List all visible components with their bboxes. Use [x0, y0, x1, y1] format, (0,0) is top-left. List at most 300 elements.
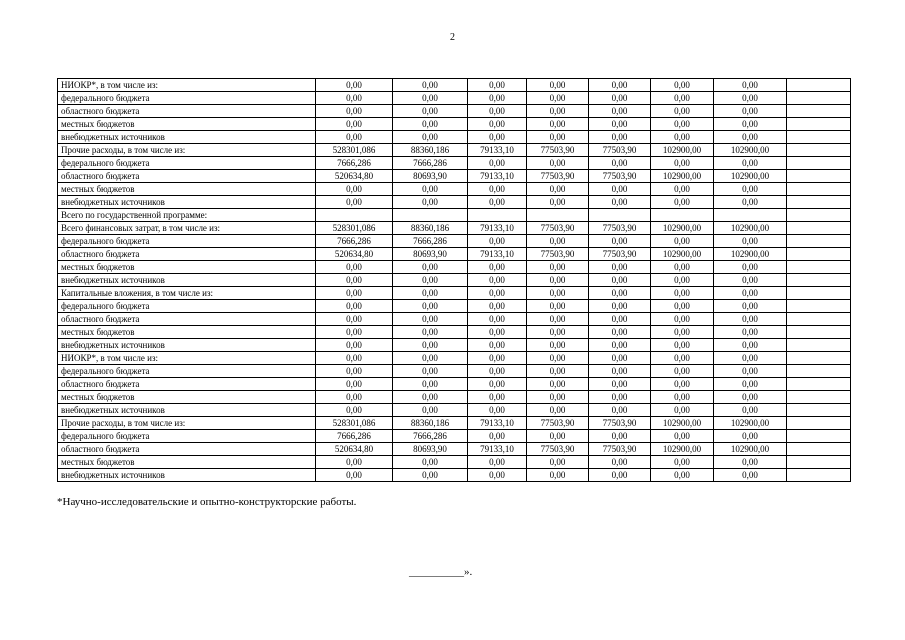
value-cell: 520634,80 — [316, 248, 393, 261]
value-cell: 7666,286 — [393, 235, 468, 248]
table-row — [58, 430, 851, 443]
value-cell: 102900,00 — [651, 170, 714, 183]
value-cell: 0,00 — [589, 196, 651, 209]
table-row — [58, 248, 851, 261]
row-label: местных бюджетов — [58, 456, 316, 469]
empty-cell — [787, 287, 851, 300]
value-cell: 0,00 — [714, 261, 787, 274]
value-cell — [393, 209, 468, 222]
value-cell: 0,00 — [468, 79, 527, 92]
value-cell: 0,00 — [589, 339, 651, 352]
value-cell: 77503,90 — [589, 144, 651, 157]
row-label: областного бюджета — [58, 170, 316, 183]
value-cell: 77503,90 — [527, 170, 589, 183]
value-cell: 0,00 — [589, 118, 651, 131]
table-row — [58, 144, 851, 157]
value-cell: 79133,10 — [468, 443, 527, 456]
row-label: НИОКР*, в том числе из: — [58, 352, 316, 365]
row-label: местных бюджетов — [58, 326, 316, 339]
value-cell: 0,00 — [589, 469, 651, 482]
value-cell: 0,00 — [651, 404, 714, 417]
empty-cell — [787, 92, 851, 105]
empty-cell — [787, 404, 851, 417]
value-cell: 0,00 — [589, 391, 651, 404]
table-row — [58, 300, 851, 313]
value-cell: 0,00 — [714, 378, 787, 391]
value-cell: 0,00 — [589, 235, 651, 248]
value-cell: 0,00 — [316, 274, 393, 287]
empty-cell — [787, 469, 851, 482]
table-row — [58, 118, 851, 131]
row-label: внебюджетных источников — [58, 469, 316, 482]
value-cell: 0,00 — [316, 326, 393, 339]
section-label: Всего по государственной программе: — [58, 209, 316, 222]
value-cell: 0,00 — [393, 287, 468, 300]
value-cell: 0,00 — [651, 157, 714, 170]
value-cell: 77503,90 — [527, 417, 589, 430]
value-cell: 77503,90 — [527, 248, 589, 261]
empty-cell — [787, 378, 851, 391]
value-cell: 0,00 — [527, 326, 589, 339]
value-cell: 0,00 — [651, 261, 714, 274]
value-cell: 0,00 — [393, 196, 468, 209]
empty-cell — [787, 274, 851, 287]
value-cell: 0,00 — [589, 365, 651, 378]
value-cell: 0,00 — [393, 261, 468, 274]
row-label: федерального бюджета — [58, 365, 316, 378]
value-cell: 0,00 — [589, 79, 651, 92]
value-cell: 102900,00 — [651, 248, 714, 261]
value-cell: 0,00 — [316, 365, 393, 378]
footnote: *Научно-исследовательские и опытно-конструкторские работы. — [57, 496, 357, 508]
value-cell: 0,00 — [651, 235, 714, 248]
value-cell: 520634,80 — [316, 170, 393, 183]
value-cell: 0,00 — [393, 391, 468, 404]
empty-cell — [787, 300, 851, 313]
value-cell: 77503,90 — [589, 417, 651, 430]
value-cell: 0,00 — [468, 183, 527, 196]
value-cell: 0,00 — [714, 430, 787, 443]
value-cell: 0,00 — [316, 339, 393, 352]
row-label: внебюджетных источников — [58, 404, 316, 417]
value-cell: 77503,90 — [589, 248, 651, 261]
row-label: Прочие расходы, в том числе из: — [58, 144, 316, 157]
value-cell: 0,00 — [527, 131, 589, 144]
value-cell: 0,00 — [714, 131, 787, 144]
value-cell: 0,00 — [468, 118, 527, 131]
row-label: федерального бюджета — [58, 235, 316, 248]
empty-cell — [787, 352, 851, 365]
value-cell: 0,00 — [316, 352, 393, 365]
value-cell: 0,00 — [468, 469, 527, 482]
value-cell: 0,00 — [651, 456, 714, 469]
row-label: местных бюджетов — [58, 183, 316, 196]
value-cell: 102900,00 — [714, 443, 787, 456]
value-cell: 0,00 — [714, 339, 787, 352]
value-cell: 0,00 — [393, 456, 468, 469]
value-cell: 79133,10 — [468, 222, 527, 235]
table-row — [58, 222, 851, 235]
value-cell: 0,00 — [651, 469, 714, 482]
row-label: федерального бюджета — [58, 300, 316, 313]
value-cell: 0,00 — [393, 339, 468, 352]
table-row — [58, 456, 851, 469]
value-cell: 102900,00 — [714, 222, 787, 235]
empty-cell — [787, 183, 851, 196]
row-label: Прочие расходы, в том числе из: — [58, 417, 316, 430]
table-row — [58, 105, 851, 118]
value-cell: 0,00 — [468, 430, 527, 443]
row-label: НИОКР*, в том числе из: — [58, 79, 316, 92]
row-label: федерального бюджета — [58, 92, 316, 105]
empty-cell — [787, 430, 851, 443]
closing-mark: __________». — [409, 566, 473, 578]
value-cell: 0,00 — [316, 404, 393, 417]
value-cell: 0,00 — [589, 352, 651, 365]
value-cell: 0,00 — [468, 300, 527, 313]
empty-cell — [787, 235, 851, 248]
value-cell: 7666,286 — [316, 157, 393, 170]
table-row — [58, 183, 851, 196]
empty-cell — [787, 456, 851, 469]
row-label: внебюджетных источников — [58, 196, 316, 209]
value-cell: 0,00 — [651, 196, 714, 209]
table-row — [58, 404, 851, 417]
value-cell: 0,00 — [527, 118, 589, 131]
table-section-row — [58, 209, 851, 222]
value-cell: 0,00 — [393, 92, 468, 105]
value-cell: 0,00 — [393, 105, 468, 118]
value-cell: 0,00 — [393, 131, 468, 144]
table-row — [58, 274, 851, 287]
value-cell: 0,00 — [651, 391, 714, 404]
value-cell: 0,00 — [393, 118, 468, 131]
table-row — [58, 313, 851, 326]
value-cell: 0,00 — [316, 287, 393, 300]
empty-cell — [787, 170, 851, 183]
budget-table — [57, 78, 851, 482]
value-cell: 102900,00 — [714, 170, 787, 183]
value-cell: 77503,90 — [527, 144, 589, 157]
row-label: областного бюджета — [58, 248, 316, 261]
value-cell: 0,00 — [316, 456, 393, 469]
value-cell: 7666,286 — [316, 430, 393, 443]
table-row — [58, 443, 851, 456]
empty-cell — [787, 131, 851, 144]
value-cell: 0,00 — [316, 378, 393, 391]
value-cell: 0,00 — [316, 313, 393, 326]
value-cell: 0,00 — [393, 183, 468, 196]
value-cell: 0,00 — [393, 326, 468, 339]
value-cell: 0,00 — [527, 79, 589, 92]
value-cell: 0,00 — [468, 326, 527, 339]
table-row — [58, 365, 851, 378]
value-cell: 0,00 — [714, 235, 787, 248]
empty-cell — [787, 196, 851, 209]
value-cell: 528301,086 — [316, 417, 393, 430]
value-cell — [468, 209, 527, 222]
value-cell: 0,00 — [468, 261, 527, 274]
table-row — [58, 261, 851, 274]
value-cell: 0,00 — [651, 79, 714, 92]
value-cell: 0,00 — [714, 157, 787, 170]
value-cell: 0,00 — [714, 92, 787, 105]
value-cell: 88360,186 — [393, 417, 468, 430]
value-cell: 0,00 — [468, 404, 527, 417]
value-cell: 0,00 — [468, 196, 527, 209]
value-cell: 0,00 — [651, 430, 714, 443]
value-cell: 0,00 — [589, 105, 651, 118]
value-cell: 528301,086 — [316, 144, 393, 157]
value-cell: 0,00 — [316, 131, 393, 144]
value-cell: 0,00 — [714, 404, 787, 417]
value-cell: 0,00 — [589, 300, 651, 313]
value-cell: 0,00 — [316, 300, 393, 313]
value-cell: 0,00 — [714, 183, 787, 196]
value-cell: 0,00 — [714, 79, 787, 92]
value-cell: 0,00 — [589, 378, 651, 391]
table-row — [58, 469, 851, 482]
value-cell: 0,00 — [468, 157, 527, 170]
value-cell: 0,00 — [651, 352, 714, 365]
empty-cell — [787, 157, 851, 170]
value-cell: 0,00 — [714, 274, 787, 287]
value-cell: 102900,00 — [714, 417, 787, 430]
empty-cell — [787, 365, 851, 378]
value-cell: 0,00 — [651, 300, 714, 313]
value-cell: 0,00 — [527, 391, 589, 404]
value-cell: 0,00 — [714, 469, 787, 482]
value-cell: 0,00 — [589, 326, 651, 339]
page-number: 2 — [450, 32, 455, 43]
value-cell: 0,00 — [714, 352, 787, 365]
value-cell: 0,00 — [468, 378, 527, 391]
value-cell: 0,00 — [393, 313, 468, 326]
table-row — [58, 235, 851, 248]
value-cell: 0,00 — [393, 404, 468, 417]
value-cell: 0,00 — [714, 326, 787, 339]
value-cell: 0,00 — [651, 326, 714, 339]
value-cell: 0,00 — [316, 469, 393, 482]
value-cell — [316, 209, 393, 222]
empty-cell — [787, 144, 851, 157]
value-cell: 0,00 — [714, 118, 787, 131]
table-row — [58, 391, 851, 404]
value-cell: 0,00 — [316, 105, 393, 118]
empty-cell — [787, 339, 851, 352]
row-label: внебюджетных источников — [58, 131, 316, 144]
value-cell: 0,00 — [393, 300, 468, 313]
value-cell: 0,00 — [589, 261, 651, 274]
value-cell: 0,00 — [468, 365, 527, 378]
value-cell: 0,00 — [651, 339, 714, 352]
value-cell: 80693,90 — [393, 248, 468, 261]
row-label: внебюджетных источников — [58, 339, 316, 352]
value-cell: 7666,286 — [393, 430, 468, 443]
value-cell: 0,00 — [393, 365, 468, 378]
empty-cell — [787, 222, 851, 235]
value-cell: 102900,00 — [651, 417, 714, 430]
value-cell: 0,00 — [714, 391, 787, 404]
budget-table-body — [58, 79, 851, 482]
value-cell: 80693,90 — [393, 170, 468, 183]
value-cell: 0,00 — [714, 105, 787, 118]
value-cell: 0,00 — [651, 92, 714, 105]
value-cell: 0,00 — [714, 456, 787, 469]
value-cell: 0,00 — [468, 105, 527, 118]
row-label: внебюджетных источников — [58, 274, 316, 287]
value-cell: 0,00 — [527, 274, 589, 287]
empty-cell — [787, 261, 851, 274]
value-cell: 0,00 — [589, 157, 651, 170]
value-cell: 0,00 — [714, 313, 787, 326]
value-cell: 0,00 — [527, 183, 589, 196]
row-label: областного бюджета — [58, 105, 316, 118]
value-cell: 0,00 — [527, 235, 589, 248]
row-label: областного бюджета — [58, 443, 316, 456]
empty-cell — [787, 209, 851, 222]
value-cell — [589, 209, 651, 222]
value-cell: 80693,90 — [393, 443, 468, 456]
empty-cell — [787, 326, 851, 339]
value-cell: 0,00 — [468, 287, 527, 300]
row-label: областного бюджета — [58, 313, 316, 326]
value-cell — [714, 209, 787, 222]
value-cell: 0,00 — [714, 287, 787, 300]
table-row — [58, 287, 851, 300]
empty-cell — [787, 248, 851, 261]
empty-cell — [787, 391, 851, 404]
table-row — [58, 92, 851, 105]
table-row — [58, 352, 851, 365]
value-cell: 0,00 — [468, 131, 527, 144]
table-row — [58, 131, 851, 144]
value-cell: 0,00 — [527, 378, 589, 391]
value-cell: 0,00 — [651, 105, 714, 118]
row-label: местных бюджетов — [58, 261, 316, 274]
value-cell: 77503,90 — [589, 443, 651, 456]
value-cell: 102900,00 — [651, 443, 714, 456]
value-cell: 0,00 — [468, 391, 527, 404]
value-cell: 102900,00 — [714, 248, 787, 261]
value-cell: 0,00 — [651, 183, 714, 196]
empty-cell — [787, 417, 851, 430]
value-cell: 0,00 — [316, 391, 393, 404]
value-cell: 77503,90 — [527, 222, 589, 235]
table-row — [58, 170, 851, 183]
value-cell: 0,00 — [468, 339, 527, 352]
value-cell: 0,00 — [589, 131, 651, 144]
value-cell: 77503,90 — [527, 443, 589, 456]
value-cell: 0,00 — [527, 365, 589, 378]
value-cell: 0,00 — [589, 404, 651, 417]
value-cell — [527, 209, 589, 222]
row-label: местных бюджетов — [58, 118, 316, 131]
value-cell: 0,00 — [316, 183, 393, 196]
value-cell: 0,00 — [527, 261, 589, 274]
value-cell: 0,00 — [527, 404, 589, 417]
value-cell: 88360,186 — [393, 144, 468, 157]
value-cell: 0,00 — [527, 157, 589, 170]
table-row — [58, 417, 851, 430]
value-cell: 0,00 — [393, 274, 468, 287]
value-cell: 0,00 — [651, 287, 714, 300]
value-cell: 0,00 — [527, 339, 589, 352]
empty-cell — [787, 313, 851, 326]
value-cell: 0,00 — [651, 365, 714, 378]
value-cell: 79133,10 — [468, 248, 527, 261]
value-cell: 77503,90 — [589, 170, 651, 183]
value-cell: 0,00 — [589, 183, 651, 196]
value-cell: 102900,00 — [651, 144, 714, 157]
value-cell: 0,00 — [527, 196, 589, 209]
value-cell: 79133,10 — [468, 170, 527, 183]
value-cell: 0,00 — [393, 352, 468, 365]
value-cell: 0,00 — [714, 196, 787, 209]
row-label: Капитальные вложения, в том числе из: — [58, 287, 316, 300]
value-cell: 0,00 — [316, 79, 393, 92]
value-cell: 0,00 — [527, 300, 589, 313]
value-cell: 79133,10 — [468, 144, 527, 157]
table-row — [58, 378, 851, 391]
row-label: местных бюджетов — [58, 391, 316, 404]
table-row — [58, 79, 851, 92]
value-cell: 0,00 — [468, 274, 527, 287]
value-cell: 0,00 — [468, 456, 527, 469]
value-cell: 0,00 — [527, 430, 589, 443]
value-cell: 0,00 — [651, 118, 714, 131]
value-cell: 0,00 — [589, 274, 651, 287]
table-row — [58, 196, 851, 209]
row-label: Всего финансовых затрат, в том числе из: — [58, 222, 316, 235]
value-cell: 79133,10 — [468, 417, 527, 430]
table-row — [58, 326, 851, 339]
value-cell: 0,00 — [589, 430, 651, 443]
value-cell: 0,00 — [714, 365, 787, 378]
value-cell: 0,00 — [589, 92, 651, 105]
empty-cell — [787, 79, 851, 92]
empty-cell — [787, 105, 851, 118]
empty-cell — [787, 118, 851, 131]
value-cell: 0,00 — [651, 378, 714, 391]
value-cell: 0,00 — [527, 105, 589, 118]
value-cell: 0,00 — [393, 79, 468, 92]
value-cell: 0,00 — [651, 274, 714, 287]
value-cell: 0,00 — [527, 92, 589, 105]
value-cell: 0,00 — [527, 287, 589, 300]
value-cell: 0,00 — [589, 287, 651, 300]
row-label: областного бюджета — [58, 378, 316, 391]
value-cell: 528301,086 — [316, 222, 393, 235]
row-label: федерального бюджета — [58, 157, 316, 170]
value-cell: 0,00 — [527, 456, 589, 469]
value-cell: 7666,286 — [316, 235, 393, 248]
row-label: федерального бюджета — [58, 430, 316, 443]
value-cell: 0,00 — [651, 313, 714, 326]
value-cell: 0,00 — [589, 313, 651, 326]
value-cell: 0,00 — [468, 352, 527, 365]
value-cell: 0,00 — [589, 456, 651, 469]
value-cell: 0,00 — [316, 261, 393, 274]
value-cell: 88360,186 — [393, 222, 468, 235]
table-row — [58, 157, 851, 170]
value-cell: 0,00 — [527, 313, 589, 326]
value-cell: 0,00 — [714, 300, 787, 313]
value-cell: 0,00 — [468, 92, 527, 105]
value-cell: 0,00 — [468, 313, 527, 326]
value-cell: 0,00 — [393, 378, 468, 391]
value-cell: 102900,00 — [714, 144, 787, 157]
